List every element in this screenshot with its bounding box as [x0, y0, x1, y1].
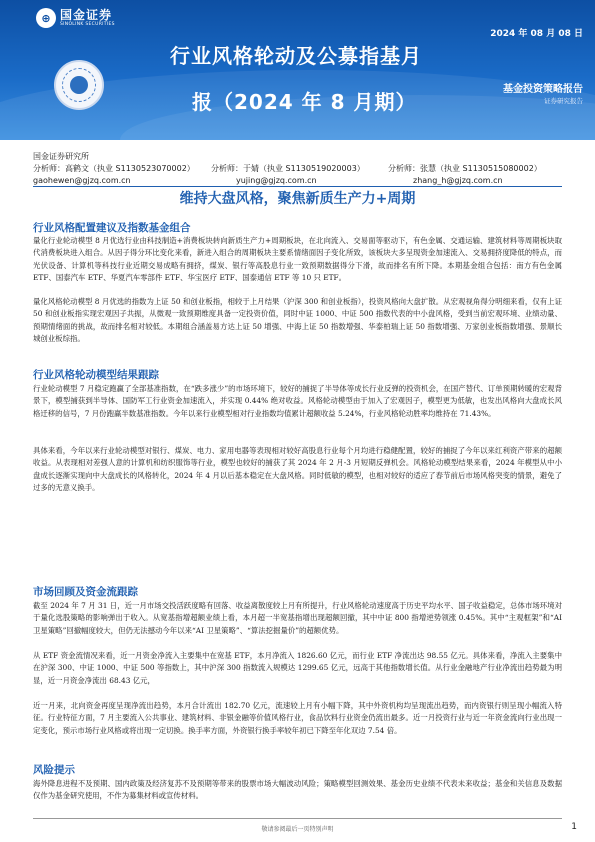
analyst-email[interactable]: zhang_h@gjzq.com.cn: [413, 176, 503, 185]
analyst-email[interactable]: yujing@gjzq.com.cn: [236, 176, 317, 185]
section-title: 行业风格轮动模型结果跟踪: [33, 369, 159, 381]
paragraph: 从 ETF 资金流情况来看，近一月资金净流入主要集中在宽基 ETF，本月净流入 1826.60 亿元，而行业 ETF 净流出达 98.55 亿元。具体来看，净流入主要集中在沪深 300、中证 1000、中证 500 等指数上，其中沪深 300 指数流入规模达 1299.65 亿元，远高于其他指数增长值。从行业金融地产行业净流出趋势最为明显，近一月资金净流出 68.43 亿元，: [33, 651, 562, 685]
paragraph: 行业轮动模型 7 月稳定跑赢了全部基准指数，在“跌多涨少”的市场环境下，较好的捕捉了半导体等成长行业反弹的投资机会，在国产替代、订单预期转暖的宏观背景下，模型捕获到半导体、国防军工行业资金加速流入，并实现 0.44% 绝对收益。风格轮动模型由于加入了宏观因子，模型更为低敏，也发出风格向大盘成长风格迁移的信号，7 月份跑赢半数基准指数。今年以来行业模型相对行业指数均值累计超额收益 5.24%，行业风格轮动胜率均维持在 71.43%。: [33, 384, 562, 418]
page-number: 1: [571, 822, 577, 832]
company-logo: [36, 8, 115, 28]
section-title: 市场回顾及资金流跟踪: [33, 586, 138, 598]
analyst-email[interactable]: gaohewen@gjzq.com.cn: [33, 176, 131, 185]
footer-disclaimer: 敬请参阅最后一页特别声明: [261, 826, 334, 833]
paragraph: 量化风格轮动模型 8 月优选的指数为上证 50 和创业板指，相较于上月结果（沪深 300 和创业板指），投资风格向大盘扩散。从宏观视角得分明细来看，仅有上证 50 和创业板指实现宏观因子共振，从微观一致预期维度具备一定投资价值，同时中证 1000、中证 500 指数代表的中小盘风格，受到当前宏观环境、业绩动量、预期情绪面的挑战，故而排名相对较低。本期组合涵盖易方达上证 50 增强、中海上证 50 指数增强、华泰柏瑞上证 50 指数增强、万家创业板指数增强、景顺长城创业板综指。: [33, 297, 562, 344]
paragraph: 海外降息进程不及预期、国内政策及经济复苏不及预期等带来的股票市场大幅波动风险；策略模型回测效果、基金历史业绩不代表未来收益；基金和关信息及数据仅作为基金研究使用，不作为募集材料或宣传材料。: [33, 779, 562, 801]
logo-en: SINOLINK SECURITIES: [60, 21, 115, 27]
headline: 维持大盘风格，聚焦新质生产力+周期: [179, 191, 416, 207]
logo-mark-icon: ⊕: [36, 8, 56, 28]
institute-name: 国金证券研究所: [33, 152, 89, 161]
paragraph: 具体来看，今年以来行业轮动模型对银行、煤炭、电力、家用电器等表现相对较好高股息行业每个月均进行稳健配置，较好的捕捉了今年以来红利资产带来的超额收益。从表现相对差强人意的计算机和纺织服饰等行业，模型也较好的捕获了其 2024 年 2 月-3 月短期反弹机会。风格轮动模型结果来看，2024 年模型从中小盘成长逐渐实现向中大盘成长的风格转化，2024 年 4 月以后基本稳定在大盘风格。同时低敏的模型，也相对较好的适应了春节前后市场风格突变的情景，避免了过多的无意义换手。: [33, 446, 562, 493]
section-title: 风险提示: [33, 764, 75, 776]
report-title-line1: 行业风格轮动及公募指基月: [170, 44, 422, 68]
report-date: 2024 年 08 月 08 日: [490, 29, 583, 39]
report-title-line2: 报（2024 年 8 月期）: [192, 90, 417, 114]
report-type: 基金投资策略报告: [503, 84, 583, 95]
logo-cn: 国金证券: [60, 7, 113, 22]
section-title: 行业风格配置建议及指数基金组合: [33, 222, 191, 234]
divider: [33, 186, 562, 187]
footer-divider: [33, 818, 562, 819]
analyst-name: 分析师：张慧（执业 S1130515080002）: [388, 164, 542, 173]
paragraph: 近一月来，北向资金再度呈现净流出趋势，本月合计流出 182.70 亿元，流速较上月有小幅下降，其中外资机构均呈现流出趋势，而内资银行则呈现小幅流入特征。行业特征方面，7 月主要流入公共事业、建筑材料、非银金融等价值风格行业，食品饮料行业资金仍流出最多。近一月投资行业与近一年资金流向行业出现一定变化，预示市场行业风格或将出现一定切换。换手率方面，外资银行换手率较年初已下降至年化双边 7.54 倍。: [33, 701, 562, 735]
report-subtype: 证券研究报告: [544, 97, 583, 105]
report-banner: [0, 0, 595, 140]
award-badge-icon: [54, 60, 104, 110]
paragraph: 截至 2024 年 7 月 31 日，近一月市场交投活跃度略有回落、收益离散度较上月有所提升，行业风格轮动速度高于历史平均水平、国子收益稳定，总体市场环境对于量化选股策略的影响弹出于收入。从宽基指增超额业绩上看，本月超一半宽基指增出现超额回撤，其中中证 800 指增逆势领涨 0.45%。其中“主观框架”和“AI 卫星策略”回撤幅度较大，但仍无法撼动今年以来“AI 卫星策略”、“算法挖掘量价”的超额优势。: [33, 601, 562, 635]
analyst-name: 分析师：高鹤文（执业 S1130523070002）: [33, 164, 195, 173]
analyst-name: 分析师：于婧（执业 S1130519020003）: [211, 164, 365, 173]
paragraph: 量化行业轮动模型 8 月优选行业由科技制造+消费板块转向新质生产力+周期板块，在北向流入、交易面等驱动下，有色金属、交通运输、建筑材料等周期板块取代消费板块进入组合。从因子得分环比变化来看，新进入组合的周期板块主要系情绪面因子变化所致，该板块大多呈现资金加速流入、交易拥挤度降低的特点，而光伏设备、计算机等科技行业近期交易成略有拥挤，煤炭、银行等高股息行业一致预期数据得分下滑，故而排名有所下降。本期基金组合包括：南方有色金属 ETF、国泰汽车 ETF、华夏汽车零部件 ETF、华宝医疗 ETF、国泰通信 ETF 等 10 只 ETF。: [33, 236, 562, 283]
